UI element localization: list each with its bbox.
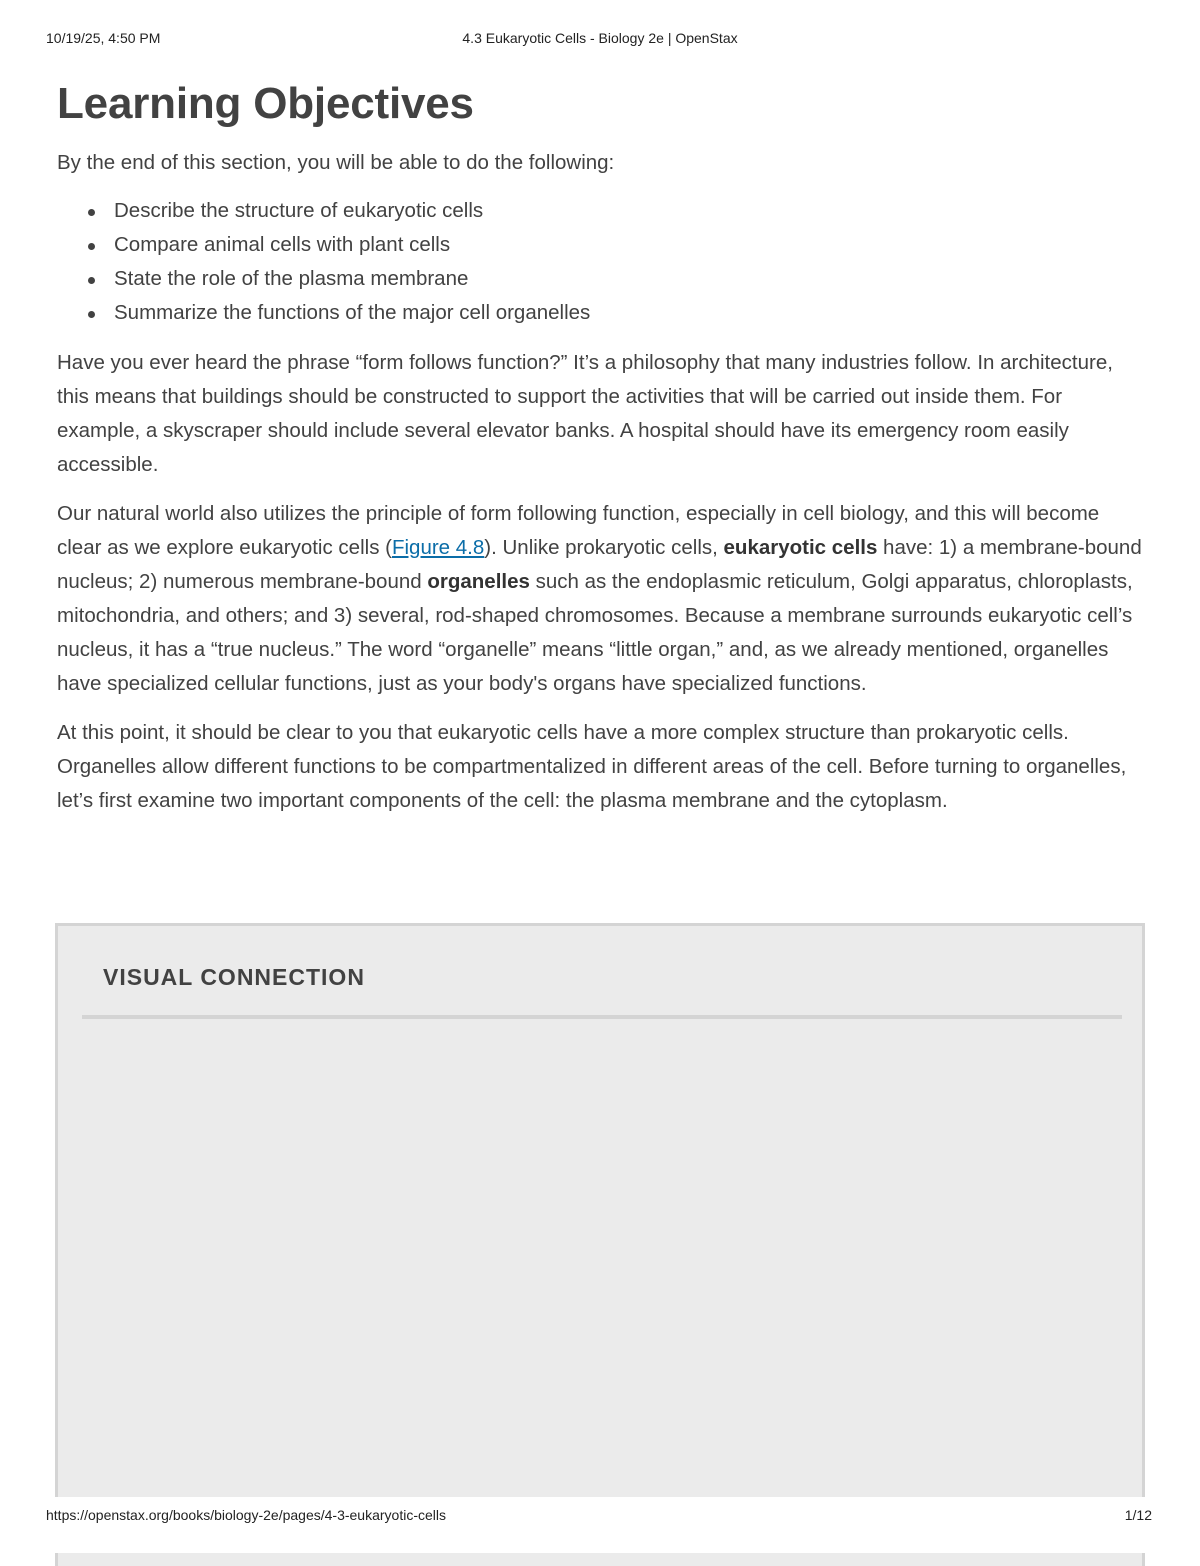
paragraph-complex-structure: At this point, it should be clear to you that eukaryotic cells have a more complex structure than prokaryotic cells. Organelles allow different functions to be compartmentalized in different areas of the cell. Before turning to organelles, let’s first examine two important components of the cell: the plasma membrane and the cytoplasm. xyxy=(57,721,1127,812)
main-content xyxy=(57,76,1147,818)
objective-text: State the role of the plasma membrane xyxy=(114,267,469,290)
paragraph-text: have: 1) a membrane-bound nucleus; 2) numerous membrane-bound xyxy=(57,536,1142,593)
visual-connection-callout xyxy=(55,923,1145,1566)
bullet-icon xyxy=(88,243,95,250)
bullet-icon xyxy=(88,209,95,216)
print-page-title: 4.3 Eukaryotic Cells - Biology 2e | OpenStax xyxy=(462,30,738,46)
learning-objectives-list xyxy=(57,194,1147,330)
paragraph-text: such as the endoplasmic reticulum, Golgi apparatus, chloroplasts, mitochondria, and others; and 3) several, rod-shaped chromosomes. Because a membrane surrounds eukaryotic cell’s nucleus, it has a “true nucleus.” The word “organelle” means “little organ,” and, as we already mentioned, organelles have specialized cellular functions, just as your body's organs have specialized functions. xyxy=(57,570,1133,695)
paragraph-text: ). Unlike prokaryotic cells, xyxy=(484,536,724,559)
bullet-icon xyxy=(88,311,95,318)
print-page-number: 1/12 xyxy=(1124,1507,1152,1523)
objective-item xyxy=(57,228,1147,262)
learning-objectives-heading: Learning Objectives xyxy=(57,79,474,128)
paragraph-form-follows-function: Have you ever heard the phrase “form follows function?” It’s a philosophy that many industries follow. In architecture, this means that buildings should be constructed to support the activities that will be carried out inside them. For example, a skyscraper should include several elevator banks. A hospital should have its emergency room easily accessible. xyxy=(57,351,1113,476)
key-term-organelles: organelles xyxy=(427,570,530,593)
key-term-eukaryotic-cells: eukaryotic cells xyxy=(723,536,878,559)
print-footer xyxy=(0,1497,1200,1553)
objective-item xyxy=(57,296,1147,330)
bullet-icon xyxy=(88,277,95,284)
paragraph-text: Our natural world also utilizes the principle of form following function, especially in cell biology, and this will become clear as we explore eukaryotic cells ( xyxy=(57,502,1100,559)
print-url: https://openstax.org/books/biology-2e/pages/4-3-eukaryotic-cells xyxy=(46,1507,446,1523)
figure-4-8-link[interactable]: Figure 4.8 xyxy=(391,536,485,559)
print-header xyxy=(0,30,1200,50)
paragraph-eukaryotic-cells xyxy=(57,497,1147,701)
callout-title: VISUAL CONNECTION xyxy=(103,964,365,990)
learning-objectives-intro: By the end of this section, you will be able to do the following: xyxy=(57,151,615,174)
objective-text: Describe the structure of eukaryotic cells xyxy=(114,199,484,222)
callout-divider xyxy=(82,1015,1122,1019)
print-datetime: 10/19/25, 4:50 PM xyxy=(46,30,161,46)
objective-item xyxy=(57,262,1147,296)
objective-text: Compare animal cells with plant cells xyxy=(114,233,451,256)
objective-text: Summarize the functions of the major cell organelles xyxy=(114,301,591,324)
objective-item xyxy=(57,194,1147,228)
